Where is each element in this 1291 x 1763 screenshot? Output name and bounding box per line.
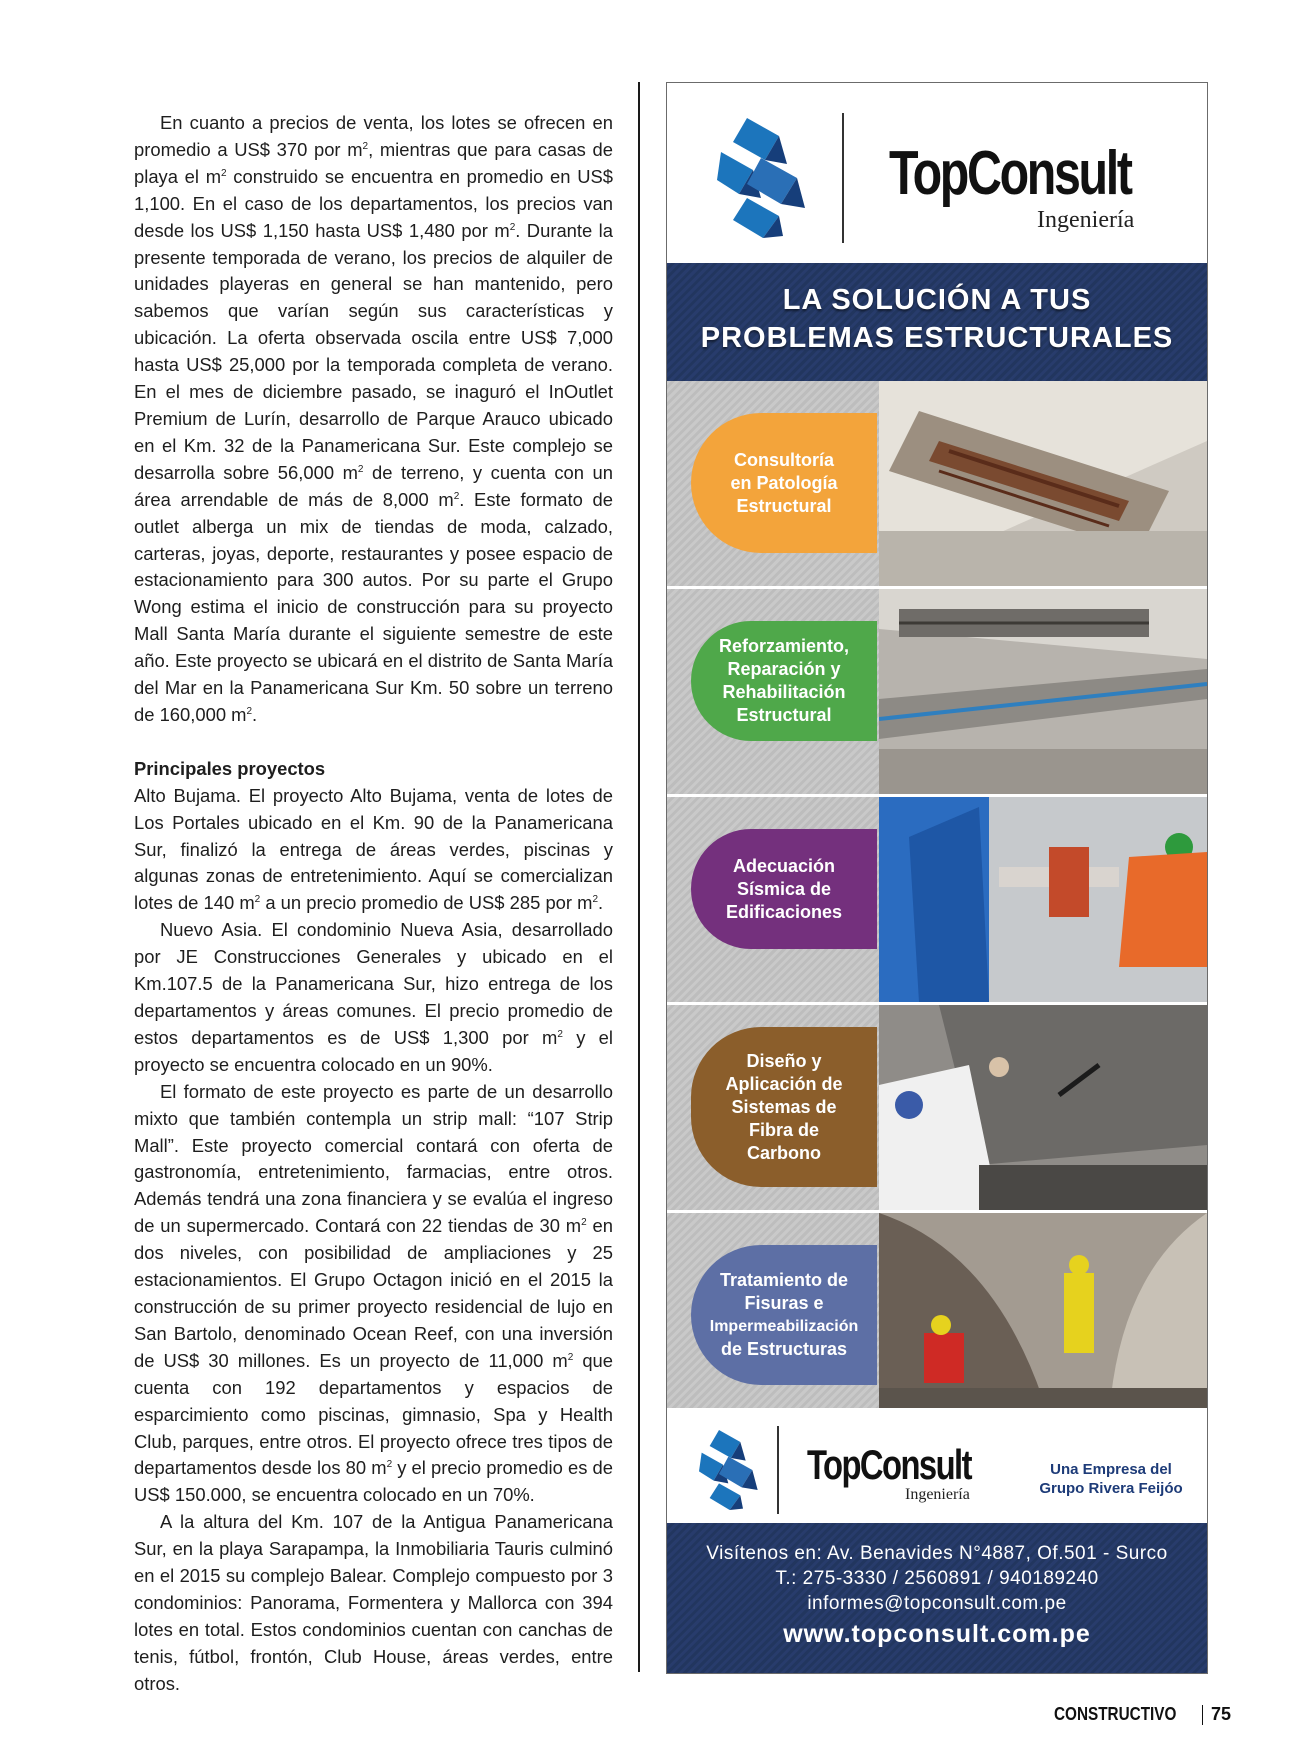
article-paragraph-1-text: En cuanto a precios de venta, los lotes se ofrecen en promedio a US$ 370 por $m^2$, mientras que para casas de playa el $m^2$ construido se encuentra en promedio en US$ 1,100. En el caso de los departamentos, los precios van desde los US$ 1,150 hasta US$ 1,480 por $m^2$. Durante la presente temporada de verano, los precios de alquiler de unidades playeras en general se han mantenido, pero sabemos que varían según sus características y ubicación. La oferta observada oscila entre US$ 7,000 hasta US$ 25,000 por la temporada completa de verano. En el mes de diciembre pasado, se inaguró el InOutlet Premium de Lurín, desarrollo de Parque Arauco ubicado en el Km. 32 de la Panamericana Sur. Este complejo se desarrolla sobre 56,000 $m^2$ de terreno, y cuenta con un área arrendable de más de 8,000 $m^2$. Este formato de outlet alberga un mix de tiendas de moda, calzado, carteras, joyas, deporte, restaurantes y posee espacio de estacionamiento para 300 autos. Por su parte el Grupo Wong estima el inicio de construcción para su proyecto Mall Santa María durante el siguiente semestre de este año. Este proyecto se ubicará en el distrito de Santa María del Mar en la Panamericana Sur Km. 50 sobre un terreno de 160,000 $m^2$.	[134, 112, 613, 725]
page-number: 75	[1211, 1704, 1232, 1724]
brand-name: TopConsult	[889, 139, 1131, 208]
group-tagline: Una Empresa del Grupo Rivera Feijóo	[1039, 1461, 1183, 1497]
services-list	[667, 381, 1207, 1421]
footer-brand-subtitle: Ingeniería	[905, 1486, 970, 1503]
headline-line-2: PROBLEMAS ESTRUCTURALES	[700, 322, 1174, 354]
folio-separator	[1202, 1705, 1203, 1725]
service-label: Reforzamiento, Reparación y Rehabilitación Estructural	[691, 621, 877, 741]
ad-headline-banner	[667, 263, 1207, 381]
column-divider	[638, 82, 640, 1672]
contact-address: Visítenos en: Av. Benavides N°4887, Of.501 - Surco	[706, 1543, 1168, 1564]
ad-header	[667, 83, 1207, 263]
article-paragraph-5: A la altura del Km. 107 de la Antigua Panamericana Sur, en la playa Sarapampa, la Inmobiliaria Tauris culminó en el 2015 su complejo Balear. Complejo compuesto por 3 condominios: Panorama, Formentera y Mallorca con 394 lotes en total. Estos condominios cuentan con canchas de tenis, fútbol, frontón, Club House, áreas verdes, entre otros.	[134, 1511, 613, 1694]
footer-logo-separator	[777, 1426, 779, 1514]
contact-website-link[interactable]: www.topconsult.com.pe	[783, 1620, 1091, 1648]
article-paragraph-1	[134, 110, 613, 729]
service-row-patologia	[667, 381, 1207, 589]
contact-box	[667, 1523, 1207, 1673]
article-column	[134, 110, 613, 1698]
brand-subtitle: Ingeniería	[1037, 207, 1135, 233]
service-label: Consultoría en Patología Estructural	[691, 413, 877, 553]
service-row-fisuras	[667, 1213, 1207, 1421]
contact-phone: T.: 275-3330 / 2560891 / 940189240	[775, 1568, 1099, 1589]
contact-email[interactable]: informes@topconsult.com.pe	[807, 1593, 1067, 1614]
photo-damaged-beam	[879, 381, 1207, 586]
topconsult-logo-small-icon	[699, 1430, 759, 1510]
article-paragraph-2: Alto Bujama. El proyecto Alto Bujama, venta de lotes de Los Portales ubicado en el Km. 90 de la Panamericana Sur, finalizó la entrega de áreas verdes, piscinas y algunas zonas de entretenimiento. Aquí se comercializan lotes de 140 $m^2$ a un precio promedio de US$ 285 por $m^2$.	[134, 784, 613, 914]
headline-line-1: LA SOLUCIÓN A TUS	[782, 284, 1092, 316]
article-paragraph-4: El formato de este proyecto es parte de un desarrollo mixto que también contempla un strip mall: “107 Strip Mall”. Este proyecto comercial contará con oferta de gastronomía, entretenimiento, farmacias, entre otros. Además tendrá una zona financiera y se evalúa el ingreso de un supermercado. Contará con 22 tiendas de 30 $m^2$ en dos niveles, con posibilidad de ampliaciones y 25 estacionamientos. El Grupo Octagon inició en el 2015 la construcción de su primer proyecto residencial de lujo en San Bartolo, denominado Ocean Reef, con una inversión de US$ 30 millones. Es un proyecto de 11,000 $m^2$ que cuenta con 192 departamentos y espacios de esparcimiento como piscinas, gimnasio, Spa y Health Club, parques, entre otros. El proyecto ofrece tres tipos de departamentos desde los 80 $m^2$ y el precio promedio es de US$ 150.000, se encuentra colocado en un 70%.	[134, 1080, 614, 1506]
photo-core-drilling-worker	[879, 797, 1207, 1002]
photo-reinforced-ceiling	[879, 589, 1207, 794]
logo-separator	[842, 113, 844, 243]
section-heading: Principales proyectos	[134, 757, 326, 779]
publication-name: CONSTRUCTIVO	[1054, 1704, 1177, 1724]
topconsult-logo-icon	[717, 118, 807, 238]
article-paragraph-3: Nuevo Asia. El condominio Nueva Asia, desarrollado por JE Construcciones Generales y ubicado en el Km.107.5 de la Panamericana Sur, hizo entrega de los departamentos y áreas comunes. El precio promedio de estos departamentos es de US$ 1,300 por $m^2$ y el proyecto se encuentra colocado en un 90%.	[134, 919, 614, 1075]
service-row-reforzamiento	[667, 589, 1207, 797]
service-label: Tratamiento de Fisuras e Impermeabilización de Estructuras	[691, 1245, 877, 1385]
photo-tunnel-waterproofing	[879, 1213, 1207, 1418]
service-label: Adecuación Sísmica de Edificaciones	[691, 829, 877, 949]
service-row-sismica	[667, 797, 1207, 1005]
footer-brand-name: TopConsult	[807, 1441, 971, 1488]
topconsult-advertisement	[666, 82, 1208, 1674]
ad-footer-logo	[667, 1408, 1207, 1523]
page-folio	[1054, 1704, 1231, 1725]
photo-carbon-fiber-application	[879, 1005, 1207, 1210]
service-row-fibra-carbono	[667, 1005, 1207, 1213]
service-label: Diseño y Aplicación de Sistemas de Fibra de Carbono	[691, 1027, 877, 1187]
